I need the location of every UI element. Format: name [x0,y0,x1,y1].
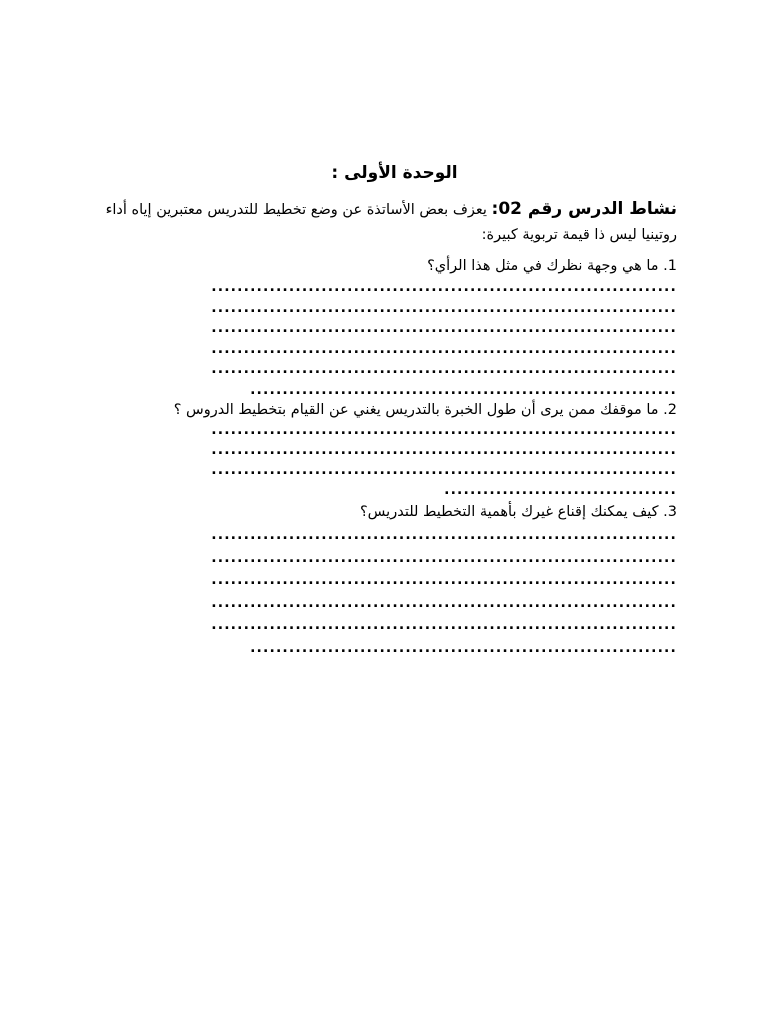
answer-line: ........................................................................ [211,279,677,295]
unit-title: الوحدة الأولى : [331,163,458,183]
question-2: 2. ما موقفك ممن يرى أن طول الخبرة بالتدريس يغني عن القيام بتخطيط الدروس ؟ [173,402,677,418]
answer-lines-3 [90,524,677,659]
answer-line: ........................................................................ [211,422,677,438]
answer-line: ........................................................................ [211,320,677,336]
answer-line: ........................................................................ [211,340,677,357]
answer-line: ........................................................................ [211,527,677,543]
answer-line: .................................................................. [250,381,677,398]
answer-line: .................................................................. [250,639,677,656]
answer-line: ........................................................................ [211,617,677,633]
answer-line: ........................................................................ [211,361,677,377]
answer-lines-2 [90,420,677,500]
activity-label: نشاط الدرس رقم 02: [491,199,677,219]
document-content [90,158,677,659]
answer-line: ........................................................................ [211,572,677,588]
answer-line: ........................................................................ [211,462,677,478]
question-1: 1. ما هي وجهة نظرك في مثل هذا الرأي؟ [427,258,677,274]
answer-line: ........................................................................ [211,549,677,566]
question-3: 3. كيف يمكنك إقناع غيرك بأهمية التخطيط للتدريس؟ [359,504,677,520]
activity-intro [90,197,677,248]
answer-line: .................................... [444,482,677,498]
answer-line: ........................................................................ [211,594,677,611]
answer-line: ........................................................................ [211,442,677,458]
answer-lines-1 [90,277,677,400]
answer-line: ........................................................................ [211,299,677,316]
activity-text: يعزف بعض الأساتذة عن وضع تخطيط للتدريس معتبرين إياه أداء روتينيا ليس ذا قيمة تربوية كبيرة: [105,202,677,243]
